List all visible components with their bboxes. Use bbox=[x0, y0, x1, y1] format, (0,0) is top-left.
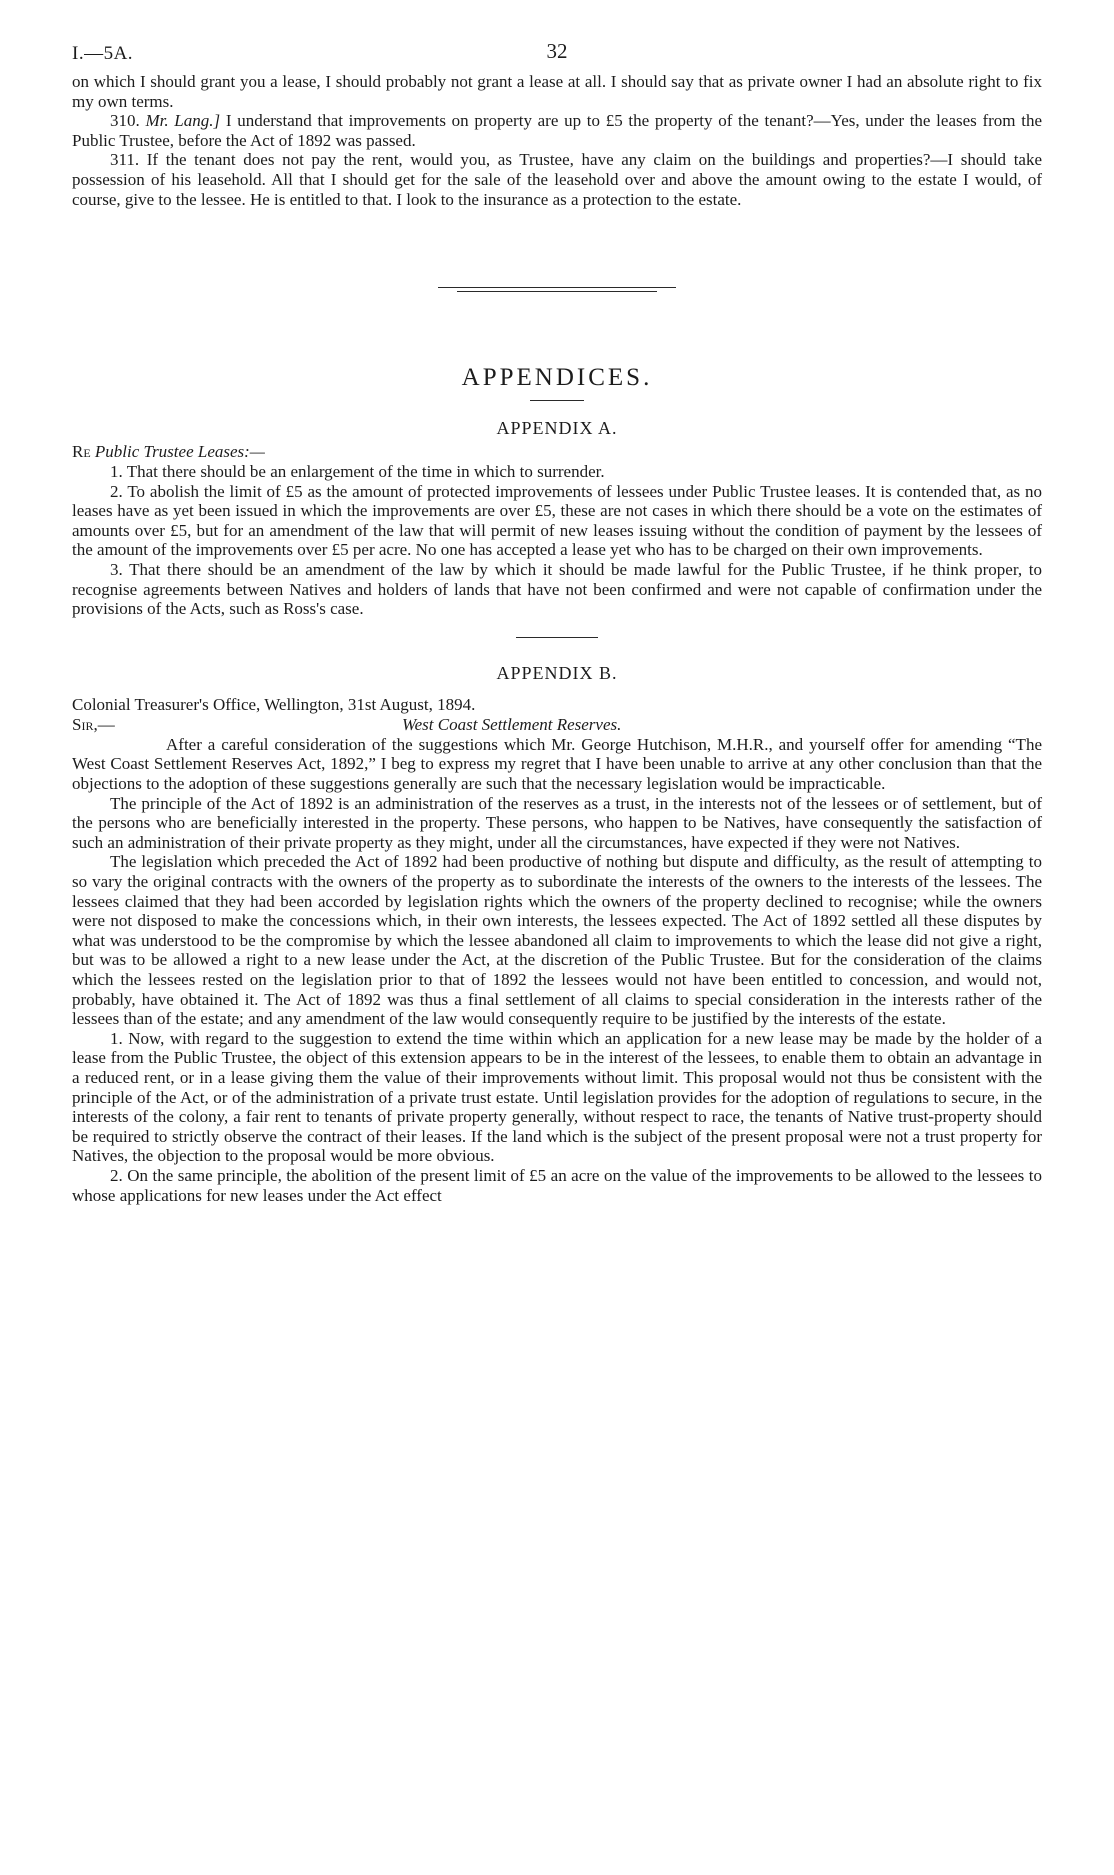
page-number: 32 bbox=[546, 39, 568, 63]
appendix-a-heading: APPENDIX A. bbox=[496, 417, 618, 438]
appendices-title: APPENDICES. bbox=[461, 364, 653, 392]
appendix-a-item: 3. That there should be an amendment of the law by which it should be made lawful for the Public Trustee, if he think proper, to recognise agreements between Natives and holders of lands that have not been confirmed and were not capable of confirmation under the provisions of the Acts, such as Ross's case. bbox=[72, 559, 1042, 619]
document-reference: I.—5A. bbox=[72, 43, 134, 64]
appendix-a bbox=[72, 442, 1042, 618]
letter-paragraph: The legislation which preceded the Act of 1892 had been productive of nothing but dispute and difficulty, as the result of attempting to so vary the original contracts with the owners of the property as to subordinate the interests of the owners to the interests of the lessees. The lessees claimed that they had been accorded by legislation rights which the owners of the property declined to recognise; while the owners were not disposed to make the concessions which, in their own interests, the lessees expected. The Act of 1892 settled all these disputes by what was understood to be the compromise by which the lessee abandoned all claim to improvements to which the lease did not give a right, but was to be allowed a right to a new lease under the Act, at the discretion of the Public Trustee. But for the consideration of the claims which the lessees rested on the legislation prior to that of 1892 the lessees would not have been entitled to concession, and would not, probably, have obtained it. The Act of 1892 was thus a final settlement of all claims to special consideration in the interests rather of the lessees than of the estate; and any amendment of the law would consequently require to be justified by the interests of the estate. bbox=[72, 852, 1042, 1029]
letter-dateline: Colonial Treasurer's Office, Wellington, 31st August, 1894. bbox=[72, 695, 476, 715]
salutation: Sir,— bbox=[72, 714, 115, 734]
letter-paragraph: After a careful consideration of the suggestions which Mr. George Hutchison, M.H.R., and yourself offer for amending “The West Coast Settlement Reserves Act, 1892,” I beg to express my regret that I have been unable to arrive at any other conclusion than that the objections to the adoption of these suggestions generally are such that the necessary legislation would be impracticable. bbox=[72, 734, 1042, 794]
evidence-continuation: on which I should grant you a lease, I should probably not grant a lease at all. I should say that as private owner I had an absolute right to fix my own terms. bbox=[72, 72, 1042, 111]
evidence-question-311: 311. If the tenant does not pay the rent, would you, as Trustee, have any claim on the buildings and properties?—I should take possession of his leasehold. All that I should get for the sale of the leasehold over and above the amount owing to the estate I would, of course, give to the lessee. He is entitled to that. I look to the insurance as a protection to the estate. bbox=[72, 150, 1043, 209]
speaker: Mr. Lang.] bbox=[145, 111, 221, 131]
appendix-a-subject: Re Public Trustee Leases:— bbox=[72, 442, 265, 462]
appendix-b-heading: APPENDIX B. bbox=[496, 662, 618, 683]
appendix-a-item: 1. That there should be an enlargement of the time in which to surrender. bbox=[110, 461, 605, 481]
letter-paragraph: 2. On the same principle, the abolition of the present limit of £5 an acre on the value of the improvements to be allowed to the lessees to whose applications for new leases under the Act effect bbox=[72, 1165, 1042, 1205]
letter-salutation-line bbox=[72, 715, 1042, 735]
letter-paragraph: 1. Now, with regard to the suggestion to extend the time within which an application for a new lease may be made by the holder of a lease from the Public Trustee, the object of this extension appears to be in the interest of the lessees, to enable them to obtain an advantage in a reduced rent, or in a lease giving them the value of their improvements without limit. This proposal would not thus be consistent with the principle of the Act, or of the administration of a private trust estate. Until legislation provides for the adoption of regulations to secure, in the interests of the colony, a fair rent to tenants of private property generally, without respect to race, the tenants of Native trust-property should be required to strictly observe the contract of their leases. If the land which is the subject of the present proposal were not a trust property for Natives, the objection to the proposal would be more obvious. bbox=[72, 1028, 1042, 1166]
evidence-question-310: 310. Mr. Lang.] I understand that improvements on property are up to £5 the property of the tenant?—Yes, under the leases from the Public Trustee, before the Act of 1892 was passed. bbox=[72, 111, 1042, 150]
appendix-a-item: 2. To abolish the limit of £5 as the amount of protected improvements of lessees under Public Trustee leases. It is contended that, as no leases have as yet been issued in which the improvements are over £5, these are not cases in which there should be a vote on the estimates of amounts over £5, but for an amendment of the law that will permit of new leases issuing without the condition of payment by the lessees of the amount of the improvements over £5 per acre. No one has accepted a lease yet who has to be charged on their own improvements. bbox=[72, 481, 1042, 560]
evidence-section bbox=[72, 72, 1042, 209]
letter-subject: West Coast Settlement Reserves. bbox=[402, 714, 622, 734]
appendix-b bbox=[72, 695, 1042, 1205]
page-header bbox=[72, 38, 1042, 72]
letter-paragraph: The principle of the Act of 1892 is an administration of the reserves as a trust, in the interests not of the lessees or of settlement, but of the persons who are beneficially interested in the property. These persons, who happen to be Natives, have consequently the satisfaction of such an administration of their private property as they might, under all the circumstances, have expected if they were not Natives. bbox=[72, 793, 1042, 852]
